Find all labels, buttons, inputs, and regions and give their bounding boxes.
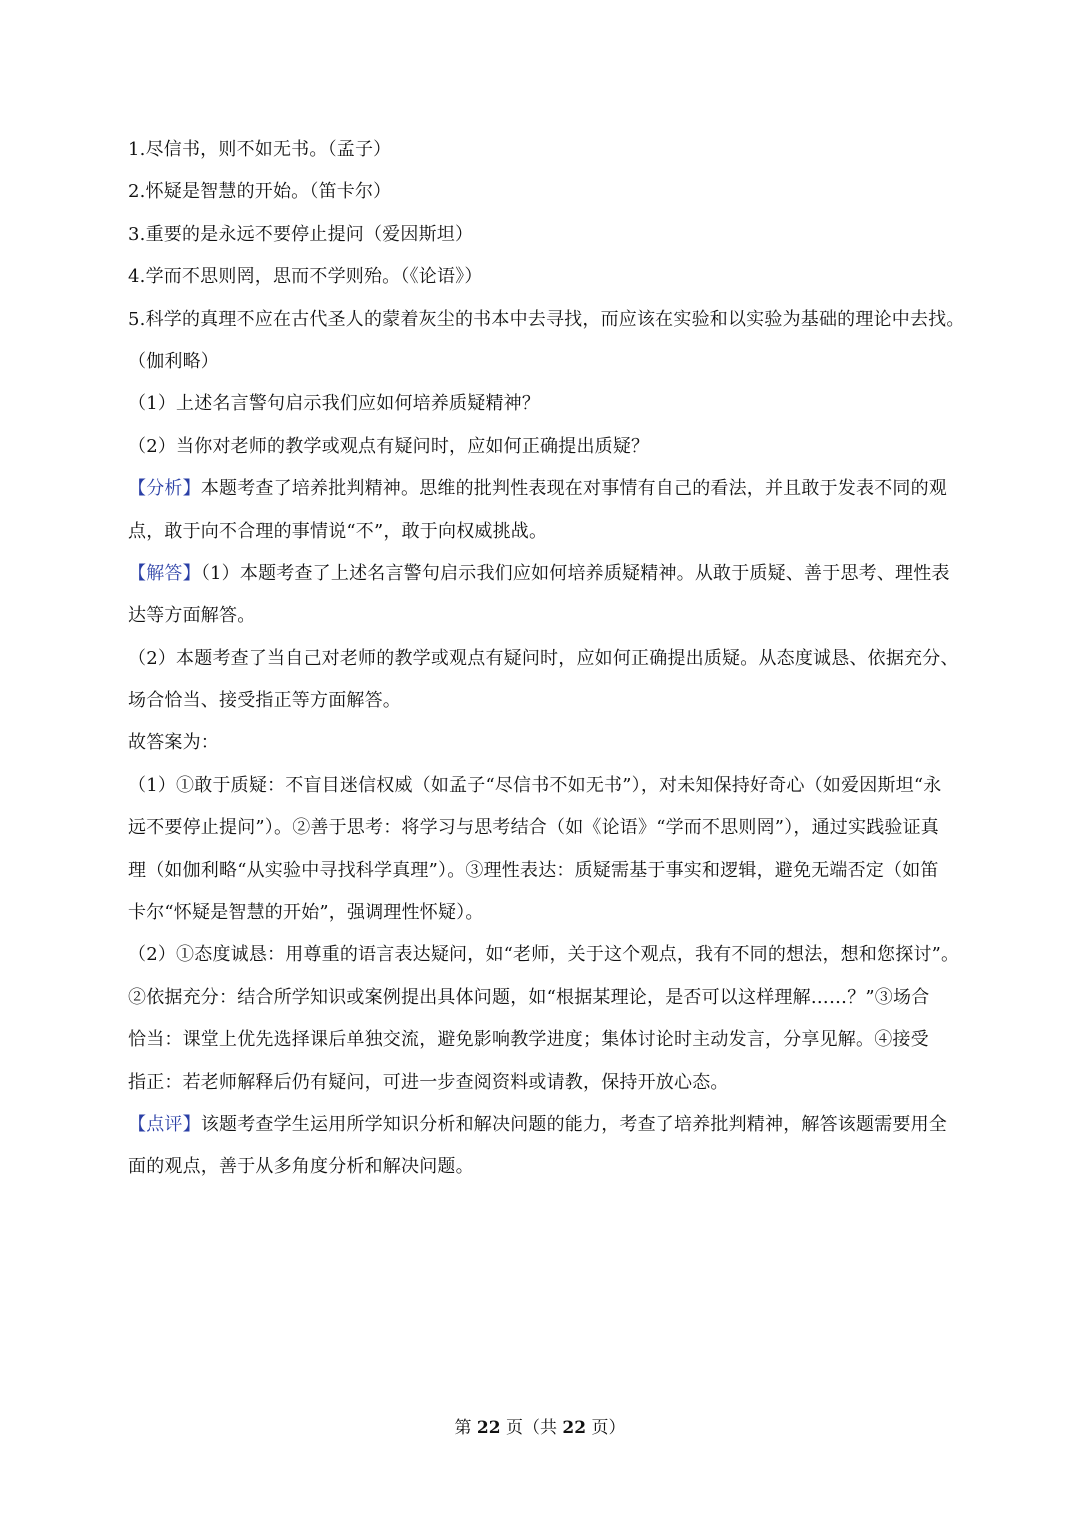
footer-prefix: 第: [454, 1418, 477, 1438]
solution-line: （2）本题考查了当自己对老师的教学或观点有疑问时，应如何正确提出质疑。从态度诚恳、依据充分、: [128, 647, 959, 669]
answer1-line: 卡尔“怀疑是智慧的开始”，强调理性怀疑）。: [128, 902, 484, 924]
answer2-line: 恰当：课堂上优先选择课后单独交流，避免影响教学进度；集体讨论时主动发言，分享见解。④接受: [128, 1029, 929, 1051]
quote-line: 4.学而不思则罔，思而不学则殆。（《论语》）: [128, 266, 483, 288]
analysis-tag: 【分析】: [128, 478, 201, 500]
solution-line: 场合恰当、接受指正等方面解答。: [128, 690, 401, 712]
analysis-text: 本题考查了培养批判精神。思维的批判性表现在对事情有自己的看法，并且敢于发表不同的观: [200, 478, 948, 500]
comment-line: [128, 1104, 988, 1146]
answer2-line: （2）①态度诚恳：用尊重的语言表达疑问，如“老师，关于这个观点，我有不同的想法，想和您探讨”。: [128, 944, 960, 966]
quote-line: 3.重要的是永远不要停止提问（爱因斯坦）: [128, 223, 474, 245]
question-line: （1）上述名言警句启示我们应如何培养质疑精神？: [128, 393, 541, 415]
quote-line: （伽利略）: [128, 350, 219, 372]
footer-middle: 页（共: [500, 1418, 563, 1438]
solution-text: （1）本题考查了上述名言警句启示我们应如何培养质疑精神。从敢于质疑、善于思考、理性表: [200, 562, 950, 584]
footer-suffix: 页）: [586, 1418, 626, 1438]
question-line: （2）当你对老师的教学或观点有疑问时，应如何正确提出质疑？: [128, 435, 650, 457]
comment-tag: 【点评】: [128, 1113, 201, 1135]
answer1-line: 理（如伽利略“从实验中寻找科学真理”）。③理性表达：质疑需基于事实和逻辑，避免无端否定（如笛: [128, 859, 939, 881]
comment-text: 该题考查学生运用所学知识分析和解决问题的能力，考查了培养批判精神，解答该题需要用全: [200, 1113, 948, 1135]
document-body: [128, 129, 988, 1189]
comment-line: 面的观点，善于从多角度分析和解决问题。: [128, 1156, 474, 1178]
solution-line: [128, 553, 988, 595]
answer2-line: ②依据充分：结合所学知识或案例提出具体问题，如“根据某理论，是否可以这样理解……？”③场合: [128, 986, 930, 1008]
total-page-number: 22: [562, 1418, 587, 1438]
answer-heading: 故答案为：: [128, 732, 219, 754]
quote-line: 5.科学的真理不应在古代圣人的蒙着灰尘的书本中去寻找，而应该在实验和以实验为基础的理论中去找。: [128, 308, 965, 330]
quote-line: 2.怀疑是智慧的开始。（笛卡尔）: [128, 181, 392, 203]
answer1-line: （1）①敢于质疑：不盲目迷信权威（如孟子“尽信书不如无书”），对未知保持好奇心（如爱因斯坦“永: [128, 774, 942, 796]
answer1-line: 远不要停止提问”）。②善于思考：将学习与思考结合（如《论语》“学而不思则罔”），通过实践验证真: [128, 817, 940, 839]
analysis-line: 点，敢于向不合理的事情说“不”，敢于向权威挑战。: [128, 520, 548, 542]
solution-tag: 【解答】: [128, 562, 201, 584]
answer2-line: 指正：若老师解释后仍有疑问，可进一步查阅资料或请教，保持开放心态。: [128, 1071, 729, 1093]
quote-line: 1.尽信书，则不如无书。（孟子）: [128, 139, 392, 160]
page-footer: [0, 1416, 1080, 1440]
analysis-line: [128, 468, 988, 510]
solution-line: 达等方面解答。: [128, 605, 256, 627]
current-page-number: 22: [476, 1418, 501, 1438]
